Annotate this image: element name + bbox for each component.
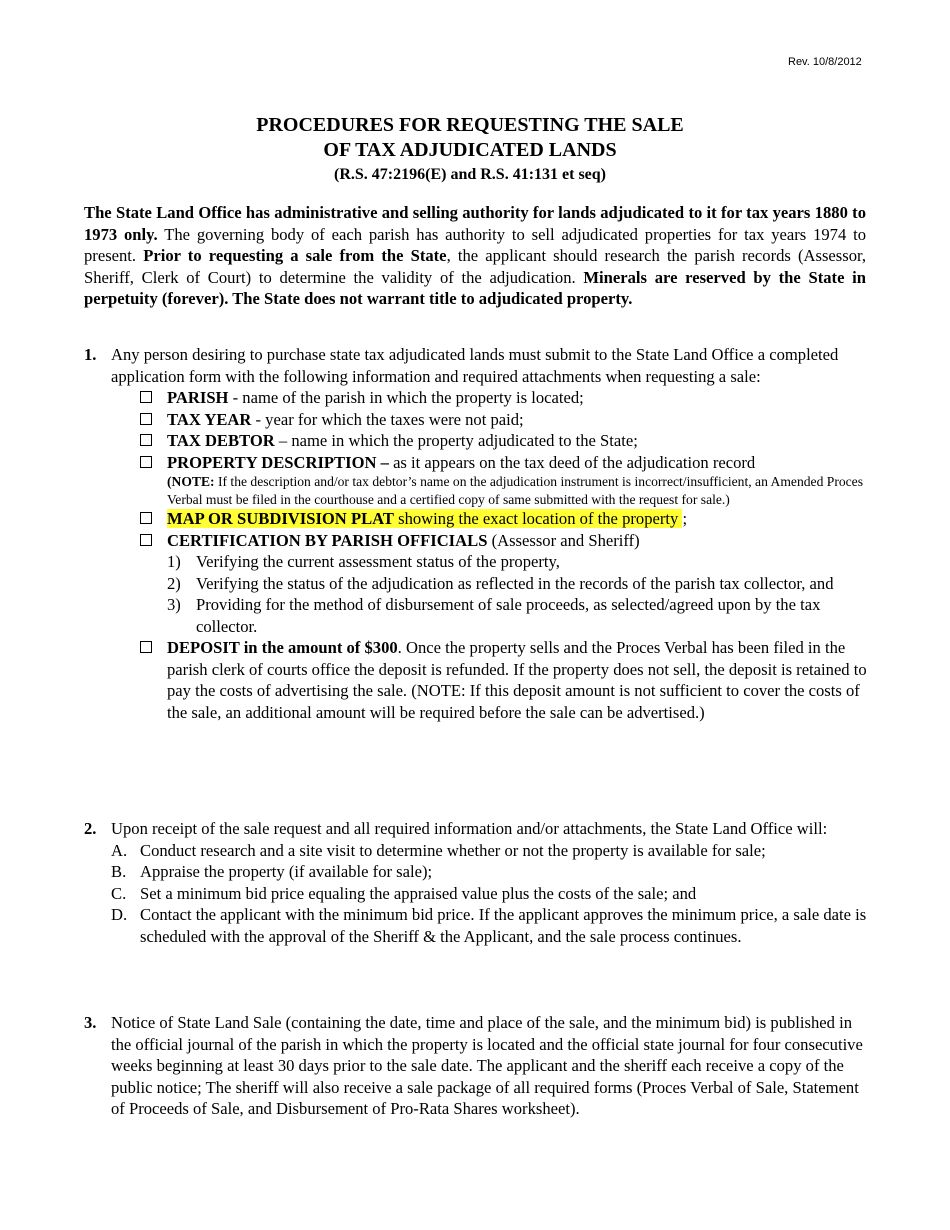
certification-subitems xyxy=(167,551,874,637)
map-highlight: MAP OR SUBDIVISION PLAT showing the exact location of the property xyxy=(167,509,683,528)
checkbox-icon[interactable] xyxy=(140,512,152,524)
section-2-number: 2. xyxy=(84,819,97,838)
intro-text-1: The governing body of each parish has authority to sell adjudicated properties for tax years 1974 to present. xyxy=(84,224,866,265)
section-2-text: Upon receipt of the sale request and all required information and/or attachments, the State Land Office will: xyxy=(111,819,828,838)
state-office-steps xyxy=(111,840,874,948)
section-3-number: 3. xyxy=(84,1013,97,1032)
checkbox-icon[interactable] xyxy=(140,391,152,403)
title-line-1: PROCEDURES FOR REQUESTING THE SALE xyxy=(256,114,684,136)
section-1-text: Any person desiring to purchase state tax adjudicated lands must submit to the State Land Office a completed application form with the following information and required attachments when requesting a sale: xyxy=(111,345,839,386)
section-1 xyxy=(84,344,874,723)
property-description-note: (NOTE: If the description and/or tax debtor’s name on the adjudication instrument is incorrect/insufficient, an Amended Proces Verbal must be filed in the courthouse and a certified copy of same submitted with the request for sale.) xyxy=(167,474,864,507)
checklist-item-parish: PARISH - name of the parish in which the property is located; xyxy=(139,387,874,409)
checklist-item-property-description: PROPERTY DESCRIPTION – as it appears on the tax deed of the adjudication record (NOTE: If the description and/or tax debtor’s name on the adjudication instrument is incorrect/insufficient, an Amended Proces Verbal must be filed in the courthouse and a certified copy of same submitted with the request for sale.) xyxy=(139,452,874,509)
document-title xyxy=(0,113,940,186)
section-3-text: Notice of State Land Sale (containing the date, time and place of the sale, and the minimum bid) is published in the official journal of the parish in which the property is located and the official state journal for four consecutive weeks beginning at least 30 days prior to the sale date. The applicant and the sheriff each receive a copy of the public notice; The sheriff will also receive a sale package of all required forms (Proces Verbal of Sale, Statement of Proceeds of Sale, and Disbursement of Pro-Rata Shares worksheet). xyxy=(111,1013,863,1118)
section-3 xyxy=(84,1012,874,1120)
checkbox-icon[interactable] xyxy=(140,413,152,425)
intro-bold-2: Prior to requesting a sale from the State xyxy=(143,246,447,265)
intro-bold-3: Minerals are reserved by the State in perpetuity (forever). The State does not warrant title to adjudicated property. xyxy=(84,267,866,308)
list-item: A. Conduct research and a site visit to determine whether or not the property is available for sale; xyxy=(111,840,766,860)
checklist-item-tax-year: TAX YEAR - year for which the taxes were not paid; xyxy=(139,409,874,431)
title-statute: (R.S. 47:2196(E) and R.S. 41:131 et seq) xyxy=(334,166,606,183)
checklist-item-map: MAP OR SUBDIVISION PLAT showing the exact location of the property ; xyxy=(139,508,874,530)
checkbox-icon[interactable] xyxy=(140,434,152,446)
checkbox-icon[interactable] xyxy=(140,456,152,468)
deposit-checklist xyxy=(139,637,874,723)
list-item: 2) Verifying the status of the adjudication as reflected in the records of the parish tax collector, and xyxy=(167,573,834,593)
intro-paragraph xyxy=(84,202,866,310)
list-item: C. Set a minimum bid price equaling the appraised value plus the costs of the sale; and xyxy=(111,883,697,903)
checklist-item-certification: CERTIFICATION BY PARISH OFFICIALS (Assessor and Sheriff) xyxy=(139,530,874,552)
section-2 xyxy=(84,818,874,947)
checklist-item-tax-debtor: TAX DEBTOR – name in which the property adjudicated to the State; xyxy=(139,430,874,452)
list-item: B. Appraise the property (if available for sale); xyxy=(111,862,433,881)
section-1-number: 1. xyxy=(84,345,97,364)
checklist-item-deposit: DEPOSIT in the amount of $300. Once the property sells and the Proces Verbal has been filed in the parish clerk of courts office the deposit is refunded. If the property does not sell, the deposit is retained to pay the costs of advertising the sale. (NOTE: If this deposit amount is not sufficient to cover the costs of the sale, an additional amount will be required before the sale can be advertised.) xyxy=(139,637,874,723)
list-item: 3) Providing for the method of disbursement of sale proceeds, as selected/agreed upon by the tax collector. xyxy=(167,595,821,636)
intro-text-2: , the applicant should research the parish records (Assessor, Sheriff, Clerk of Court) to determine the validity of the adjudication. xyxy=(84,246,866,287)
list-item: 1) Verifying the current assessment status of the property, xyxy=(167,552,560,571)
intro-bold-1: The State Land Office has administrative and selling authority for lands adjudicated to it for tax years 1880 to 1973 only. xyxy=(84,203,866,244)
checkbox-icon[interactable] xyxy=(140,534,152,546)
list-item: D. Contact the applicant with the minimum bid price. If the applicant approves the minimum price, a sale date is scheduled with the approval of the Sheriff & the Applicant, and the sale process continues. xyxy=(111,905,867,946)
requirements-checklist xyxy=(139,387,874,551)
title-line-2: OF TAX ADJUDICATED LANDS xyxy=(323,139,617,161)
revision-date: Rev. 10/8/2012 xyxy=(788,56,862,68)
checkbox-icon[interactable] xyxy=(140,641,152,653)
